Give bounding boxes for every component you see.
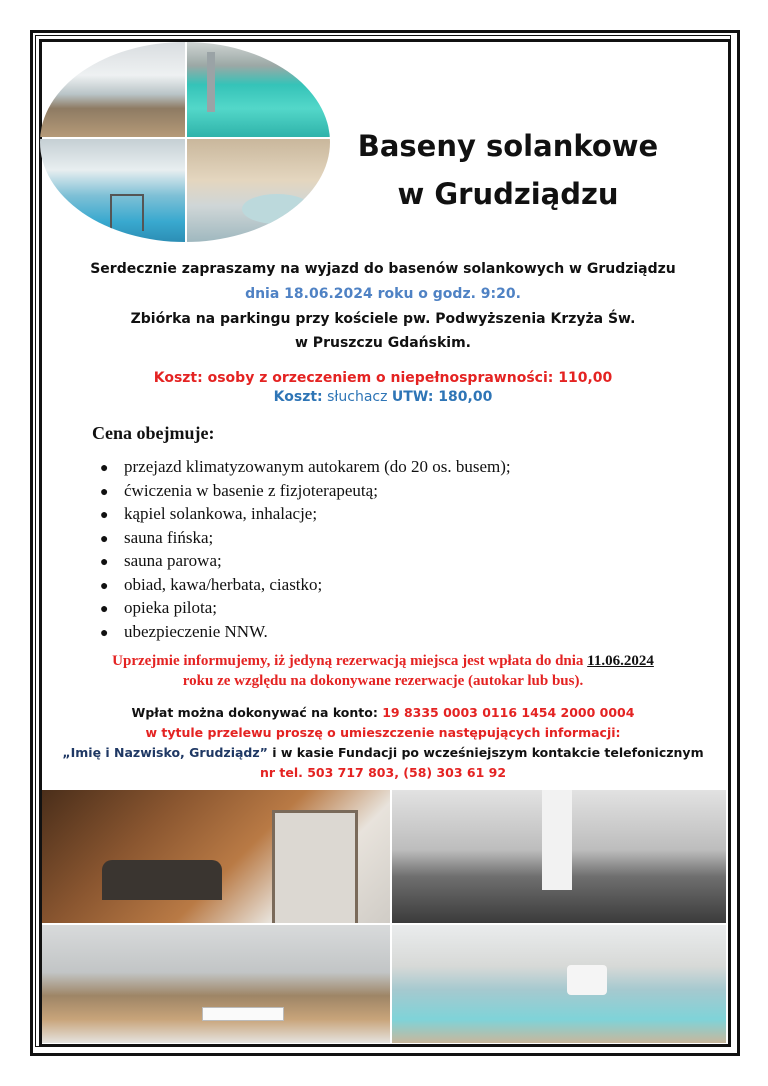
cash-payment-info: i w kasie Fundacji po wcześniejszym kontakcie telefonicznym — [267, 745, 704, 760]
cost-student-label: słuchacz — [322, 389, 392, 405]
bullet-icon: ● — [100, 484, 109, 500]
list-item-text: ćwiczenia w basenie z fizjoterapeutą; — [124, 480, 378, 500]
transfer-title-info: w tytule przelewu proszę o umieszczenie następujących informacji: — [145, 725, 621, 740]
title-line-2: w Grudziądzu — [397, 177, 619, 211]
bullet-icon: ● — [100, 461, 109, 476]
phone-numbers: nr tel. 503 717 803, (58) 303 61 92 — [259, 765, 507, 780]
indoor-pool-photo — [40, 139, 185, 242]
bullet-icon: ● — [100, 555, 109, 570]
list-item — [100, 549, 511, 573]
list-item — [100, 526, 511, 550]
title-line-1: Baseny solankowe — [357, 129, 659, 163]
list-item — [100, 620, 511, 644]
facility-photo-grid — [42, 790, 726, 1043]
transfer-title-format: „Imię i Nazwisko, Grudziądz” — [62, 745, 268, 760]
list-item — [100, 479, 511, 503]
list-item-text: sauna fińska; — [124, 527, 214, 547]
account-label: Wpłat można dokonywać na konto: — [131, 705, 383, 720]
transfer-title-format-line — [40, 745, 726, 760]
list-item-text: przejazd klimatyzowanym autokarem (do 20 os. busem); — [124, 457, 511, 476]
bullet-icon: ● — [100, 508, 109, 523]
list-item-text: opieka pilota; — [124, 598, 218, 617]
pool-fountain-shape — [567, 965, 607, 995]
sauna-stones-shape — [102, 860, 222, 900]
sauna-door-shape — [272, 810, 358, 923]
reservation-notice-line-1 — [40, 653, 726, 670]
account-number: 19 8335 0003 0116 1454 2000 0004 — [382, 705, 635, 720]
bullet-icon: ● — [100, 602, 109, 617]
cost-student-price: 180,00 — [433, 389, 493, 405]
cost-utw-label: UTW: — [391, 389, 434, 405]
cost-label: Koszt: — [273, 389, 323, 405]
list-item-text: ubezpieczenie NNW. — [124, 621, 268, 641]
lounger-shape — [202, 1007, 284, 1021]
includes-list — [100, 455, 511, 643]
pool-hall-photo — [40, 42, 185, 137]
payment-deadline: 11.06.2024 — [587, 653, 654, 669]
page-title — [340, 122, 676, 218]
steam-column-shape — [542, 790, 572, 890]
list-item-text: kąpiel solankowa, inhalacje; — [124, 504, 318, 523]
pool-water-photo — [187, 42, 330, 137]
steam-bath-photo — [392, 790, 726, 923]
meeting-point: Zbiórka na parkingu przy kościele pw. Podwyższenia Krzyża Św. — [130, 311, 636, 327]
relax-area-photo — [42, 925, 390, 1043]
intro-invitation: Serdecznie zapraszamy na wyjazd do basenów solankowych w Grudziądzu — [90, 261, 676, 277]
meeting-town: w Pruszczu Gdańskim. — [295, 335, 471, 351]
pool-pipe-shape — [207, 52, 215, 112]
list-item-text: obiad, kawa/herbata, ciastko; — [124, 574, 323, 594]
list-item — [100, 502, 511, 526]
includes-heading: Cena obejmuje: — [92, 423, 215, 443]
bullet-icon: ● — [100, 625, 109, 641]
jacuzzi-water-shape — [242, 194, 312, 224]
cost-student — [40, 389, 726, 405]
finnish-sauna-photo — [42, 790, 390, 923]
bullet-icon: ● — [100, 578, 109, 594]
list-item-text: sauna parowa; — [124, 551, 222, 570]
list-item — [100, 573, 511, 597]
bullet-icon: ● — [100, 531, 109, 547]
reservation-notice-line-2: roku ze względu na dokonywane rezerwacje (autokar lub bus). — [182, 673, 584, 689]
list-item — [100, 455, 511, 479]
cost-disabled: Koszt: osoby z orzeczeniem o niepełnosprawności: 110,00 — [153, 370, 613, 386]
list-item — [100, 596, 511, 620]
bank-account-line — [40, 705, 726, 720]
swimming-pool-photo — [392, 925, 726, 1043]
jacuzzi-photo — [187, 139, 330, 242]
notice-text: Uprzejmie informujemy, iż jedyną rezerwacją miejsca jest wpłata do dnia — [112, 653, 588, 669]
pool-ladder-shape — [110, 194, 144, 231]
trip-date: dnia 18.06.2024 roku o godz. 9:20. — [245, 286, 521, 302]
pool-photo-collage — [40, 42, 330, 242]
